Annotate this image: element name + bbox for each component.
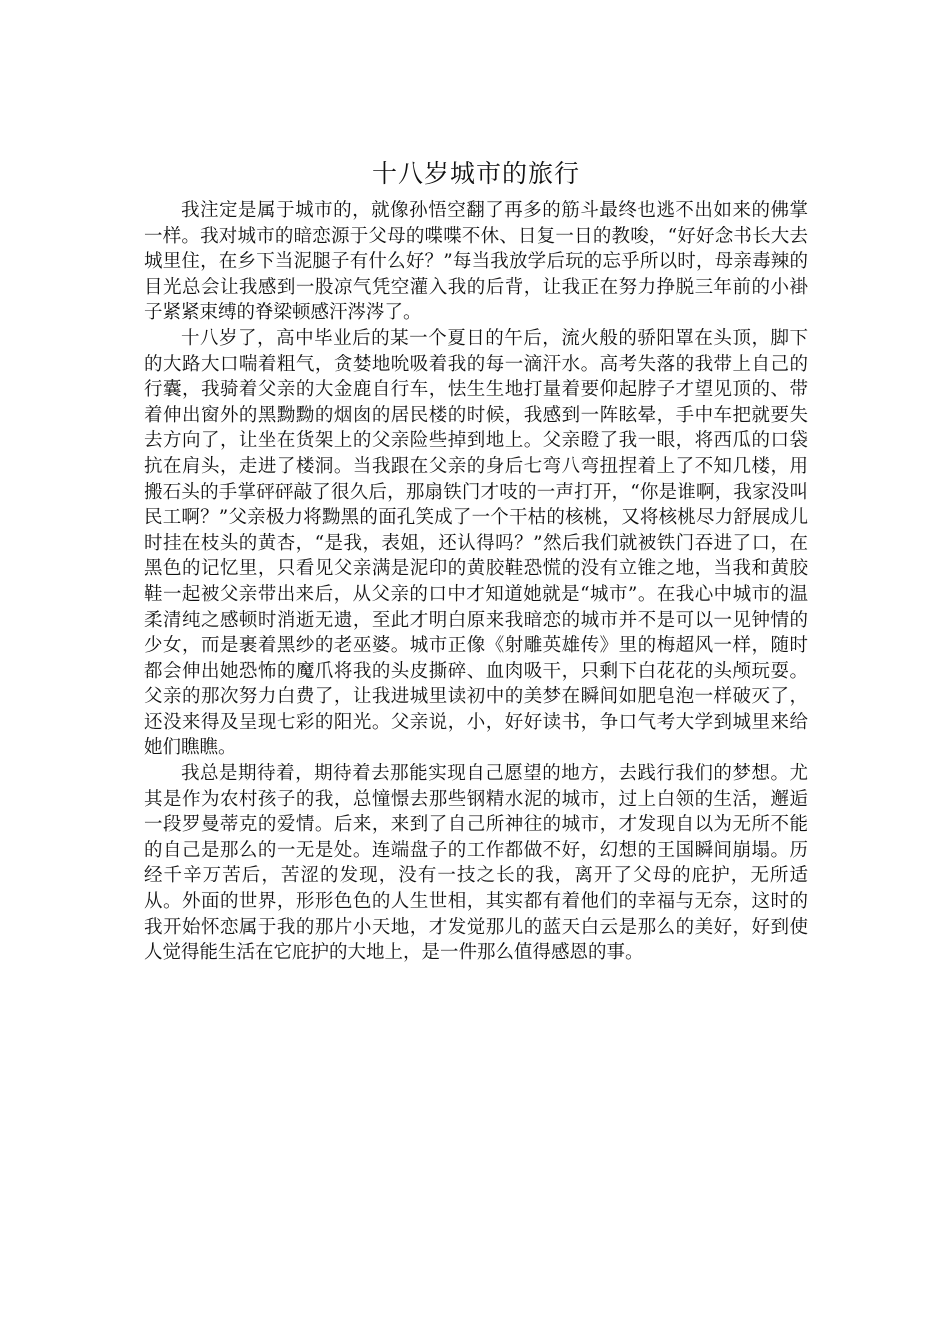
paragraph-2: 十八岁了，高中毕业后的某一个夏日的午后，流火般的骄阳罩在头顶，脚下的大路大口喘着粗气，贪婪地吮吸着我的每一滴汗水。高考失落的我带上自己的行囊，我骑着父亲的大金鹿自行车，怯生生地打量着要仰起脖子才望见顶的、带着伸出窗外的黑黝黝的烟囱的居民楼的时候，我感到一阵眩晕，手中车把就要失去方向了，让坐在货架上的父亲险些掉到地上。父亲瞪了我一眼，将西瓜的口袋抗在肩头，走进了楼洞。当我跟在父亲的身后七弯八弯扭捏着上了不知几楼，用搬石头的手掌砰砰敲了很久后，那扇铁门才吱的一声打开，“你是谁啊，我家没叫民工啊？”父亲极力将黝黑的面孔笑成了一个干枯的核桃，又将核桃尽力舒展成儿时挂在枝头的黄杏，“是我，表姐，还认得吗？”然后我们就被铁门吞进了口，在黑色的记忆里，只看见父亲满是泥印的黄胶鞋恐慌的没有立锥之地，当我和黄胶鞋一起被父亲带出来后，从父亲的口中才知道她就是“城市”。在我心中城市的温柔清纯之感顿时消逝无遗，至此才明白原来我暗恋的城市并不是可以一见钟情的少女，而是裹着黑纱的老巫婆。城市正像《射雕英雄传》里的梅超风一样，随时都会伸出她恐怖的魔爪将我的头皮撕碎、血肉吸干，只剩下白花花的头颅玩耍。父亲的那次努力白费了，让我进城里读初中的美梦在瞬间如肥皂泡一样破灭了，还没来得及呈现七彩的阳光。父亲说，小，好好读书，争口气考大学到城里来给她们瞧瞧。	[144, 327, 808, 759]
paragraph-3: 我总是期待着，期待着去那能实现自己愿望的地方，去践行我们的梦想。尤其是作为农村孩子的我，总憧憬去那些钢精水泥的城市，过上白领的生活，邂逅一段罗曼蒂克的爱情。后来，来到了自己所神往的城市，才发现自以为无所不能的自己是那么的一无是处。连端盘子的工作都做不好，幻想的王国瞬间崩塌。历经千辛万苦后，苦涩的发现，没有一技之长的我，离开了父母的庇护，无所适从。外面的世界，形形色色的人生世相，其实都有着他们的幸福与无奈，这时的我开始怀恋属于我的那片小天地，才发觉那儿的蓝天白云是那么的美好，好到使人觉得能生活在它庇护的大地上，是一件那么值得感恩的事。	[144, 763, 808, 964]
article-title: 十八岁城市的旅行	[371, 159, 580, 188]
paragraph-1: 我注定是属于城市的，就像孙悟空翻了再多的筋斗最终也逃不出如来的佛掌一样。我对城市的暗恋源于父母的喋喋不休、日复一日的教唆，“好好念书长大去城里住，在乡下当泥腿子有什么好？”每当我放学后玩的忘乎所以时，母亲毒辣的目光总会让我感到一股凉气凭空灌入我的后背，让我正在努力挣脱三年前的小褂子紧紧束缚的脊梁顿感汗涔涔了。	[144, 200, 808, 324]
article	[144, 156, 808, 966]
